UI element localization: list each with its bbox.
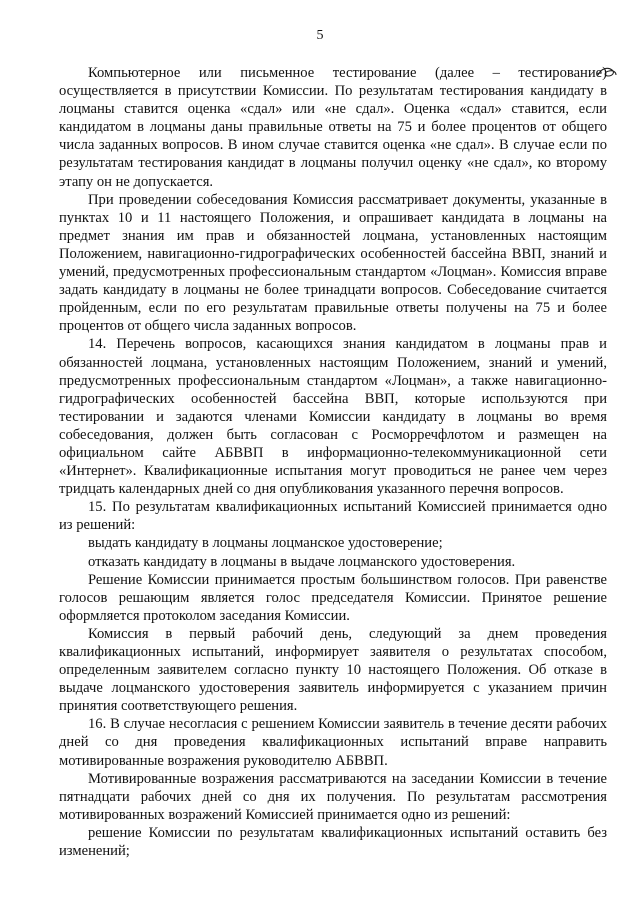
list-item-issue-certificate: выдать кандидату в лоцманы лоцманское удостоверение; [88,535,443,552]
paragraph-interview: При проведении собеседования Комиссия рассматривает документы, указанные в пунктах 10 и 11 настоящего Положения, и опрашивает кандидата в лоцманы на предмет знания им прав и обязанностей лоцмана, установленных настоящим Положением, навигационно-гидрографических особенностей бассейна ВВП, знаний и умений, предусмотренных профессиональным стандартом «Лоцман». Комиссия вправе задать кандидату в лоцманы не более тринадцати вопросов. Собеседование считается пройденным, если по его результатам правильные ответы получены на 75 и более процентов от общего числа заданных вопросов. [59,191,607,335]
paragraph-14-question-list: 14. Перечень вопросов, касающихся знания кандидатом в лоцманы прав и обязанностей лоцмана, установленных настоящим Положением, знаний и умений, предусмотренных профессиональным стандартом «Лоцман», а также навигационно-гидрографических особенностей бассейна ВВП, которые используются при тестировании и задаются членами Комиссии кандидату в лоцманы во время собеседования, должен быть согласован с Росморречфлотом и размещен на официальном сайте АБВВП в информационно-телекоммуникационной сети «Интернет». Квалификационные испытания могут проводиться не ранее чем через тридцать календарных дней со дня опубликования указанного перечня вопросов. [59,336,607,498]
page-number: 5 [316,28,324,43]
paragraph-15-decisions: 15. По результатам квалификационных испытаний Комиссией принимается одно из решений: [59,499,607,534]
list-item-refuse-certificate: отказать кандидату в лоцманы в выдаче лоцманского удостоверения. [88,553,516,570]
paragraph-16-objections: 16. В случае несогласия с решением Комиссии заявитель в течение десяти рабочих дней со дня проведения квалификационных испытаний вправе направить мотивированные возражения руководителю АБВВП. [59,716,607,769]
paragraph-testing: Компьютерное или письменное тестирование (далее – тестирование) осуществляется в присутствии Комиссии. По результатам тестирования кандидату в лоцманы ставится оценка «сдал» или «не сдал». Оценка «сдал» ставится, если кандидатом в лоцманы даны правильные ответы на 75 и более процентов от общего числа заданных вопросов. В ином случае ставится оценка «не сдал». В случае если по результатам тестирования кандидат в лоцманы получил оценку «не сдал», ко второму этапу он не допускается. [59,65,607,190]
paragraph-voting: Решение Комиссии принимается простым большинством голосов. При равенстве голосов решающим является голос председателя Комиссии. Принятое решение оформляется протоколом заседания Комиссии. [59,571,607,624]
document-body [59,64,607,860]
list-item-keep-decision: решение Комиссии по результатам квалификационных испытаний оставить без изменений; [59,824,607,860]
paragraph-objections-review: Мотивированные возражения рассматриваются на заседании Комиссии в течение пятнадцати рабочих дней со дня их получения. По результатам рассмотрения мотивированных возражений Комиссией принимается одно из решений: [59,770,607,823]
paragraph-notification: Комиссия в первый рабочий день, следующий за днем проведения квалификационных испытаний, информирует заявителя о результатах способом, определенным заявителем согласно пункту 10 настоящего Положения. Об отказе в выдаче лоцманского удостоверения заявитель информируется с указанием причин принятия соответствующего решения. [59,625,607,715]
